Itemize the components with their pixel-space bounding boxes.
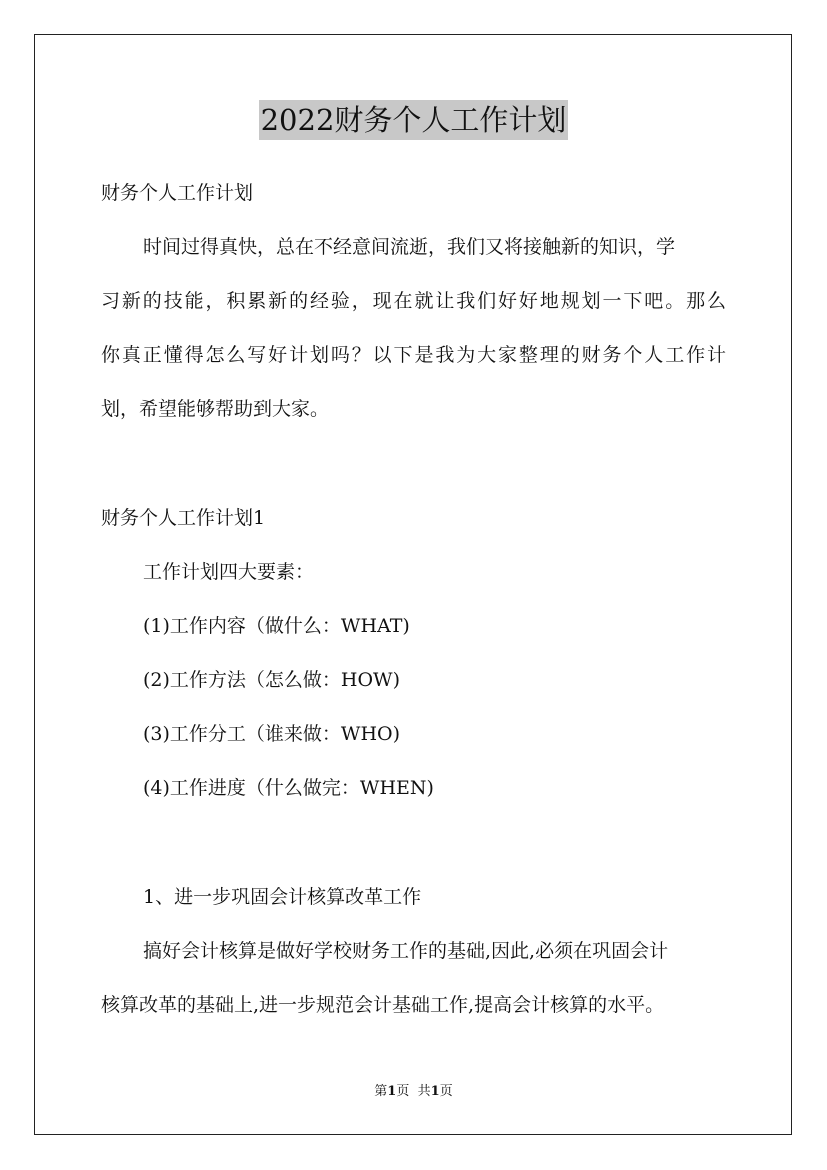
section-heading: 财务个人工作计划1 — [101, 507, 266, 529]
title-wrap — [0, 100, 827, 140]
element-item-1: (1)工作内容（做什么：WHAT) — [143, 615, 410, 637]
element-item-2: (2)工作方法（怎么做：HOW) — [143, 669, 401, 691]
document-title: 2022财务个人工作计划 — [259, 100, 569, 140]
item1-heading: 1、进一步巩固会计核算改革工作 — [143, 886, 422, 908]
element-item-3: (3)工作分工（谁来做：WHO) — [143, 723, 401, 745]
item1-body-line-1: 搞好会计核算是做好学校财务工作的基础,因此,必须在巩固会计 — [143, 940, 669, 962]
footer-page-suffix: 页 — [396, 1084, 410, 1099]
footer-page-number: 1 — [387, 1084, 397, 1099]
intro-line-1: 时间过得真快，总在不经意间流逝，我们又将接触新的知识，学 — [143, 236, 676, 258]
intro-line-4: 划，希望能够帮助到大家。 — [101, 398, 330, 420]
footer-total-suffix: 页 — [439, 1084, 453, 1099]
item1-body-line-2: 核算改革的基础上,进一步规范会计基础工作,提高会计核算的水平。 — [101, 994, 665, 1016]
footer-total-number: 1 — [430, 1084, 440, 1099]
element-item-4: (4)工作进度（什么做完：WHEN) — [143, 777, 434, 799]
page-footer — [0, 1083, 827, 1101]
document-subtitle: 财务个人工作计划 — [101, 182, 254, 204]
intro-line-3: 你真正懂得怎么写好计划吗？以下是我为大家整理的财务个人工作计 — [101, 344, 726, 366]
intro-line-2: 习新的技能，积累新的经验，现在就让我们好好地规划一下吧。那么 — [101, 290, 726, 312]
footer-total-prefix: 共 — [417, 1084, 431, 1099]
footer-page-prefix: 第 — [374, 1084, 388, 1099]
elements-title: 工作计划四大要素： — [143, 561, 315, 583]
